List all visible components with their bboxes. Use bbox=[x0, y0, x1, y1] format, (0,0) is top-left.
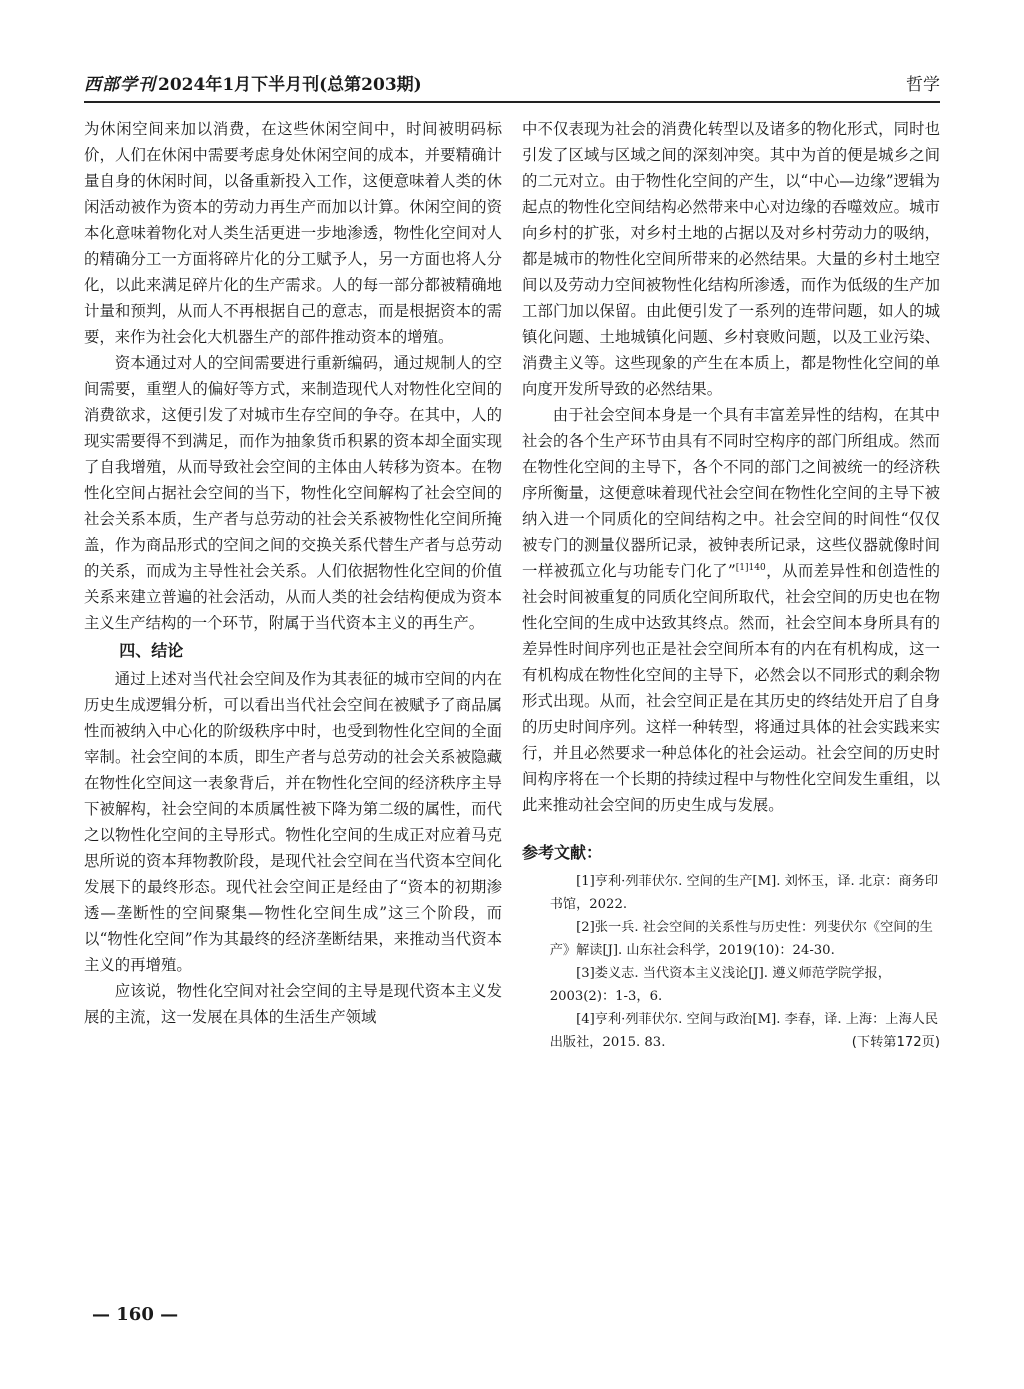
citation: [1]140 bbox=[735, 562, 766, 573]
references-list bbox=[522, 870, 940, 1054]
reference-item: [3]娄义志. 当代资本主义浅论[J]. 遵义师范学院学报，2003(2)：1-3，6. bbox=[549, 966, 891, 1004]
paragraph: 资本通过对人的空间需要进行重新编码，通过规制人的空间需要，重塑人的偏好等方式，来制造现代人对物性化空间的消费欲求，这便引发了对城市生存空间的争夺。在其中，人的现实需要得不到满足，而作为抽象货币积累的资本却全面实现了自我增殖，从而导致社会空间的主体由人转移为资本。在物性化空间占据社会空间的当下，物性化空间解构了社会空间的社会关系本质，生产者与总劳动的社会关系被物性化空间所掩盖，作为商品形式的空间之间的交换关系代替生产者与总劳动的关系，而成为主导性社会关系。人们依据物性化空间的价值关系来建立普遍的社会活动，从而人类的社会结构便成为资本主义生产结构的一个环节，附属于当代资本主义的再生产。 bbox=[84, 354, 502, 632]
paragraph: 应该说，物性化空间对社会空间的主导是现代资本主义发展的主流，这一发展在具体的生活生产领域 bbox=[84, 982, 502, 1026]
left-column bbox=[84, 116, 502, 1030]
paragraph: 为休闲空间来加以消费，在这些休闲空间中，时间被明码标价，人们在休闲中需要考虑身处休闲空间的成本，并要精确计量自身的休闲时间，以备重新投入工作，这便意味着人类的休闲活动被作为资本的劳动力再生产而加以计算。休闲空间的资本化意味着物化对人类生活更进一步地渗透，物性化空间对人的精确分工一方面将碎片化的分工赋予人，另一方面也将人分化，以此来满足碎片化的生产需求。人的每一部分都被精确地计量和预判，从而人不再根据自己的意志，而是根据资本的需要，来作为社会化大机器生产的部件推动资本的增殖。 bbox=[84, 120, 502, 346]
paragraph-text: ，从而差异性和创造性的社会时间被重复的同质化空间所取代，社会空间的历史也在物性化空间的生成中达致其终点。然而，社会空间本身所具有的差异性时间序列也正是社会空间所本有的内在有机构成，这一有机构成在物性化空间的主导下，必然会以不同形式的剩余物形式出现。从而，社会空间正是在其历史的终结处开启了自身的历史时间序列。这样一种转型，将通过具体的社会实践来实行，并且必然要求一种总体化的社会运动。社会空间的历史时间构序将在一个长期的持续过程中与物性化空间发生重组，以此来推动社会空间的历史生成与发展。 bbox=[522, 562, 940, 814]
journal-issue bbox=[84, 70, 422, 95]
continued-note: (下转第172页) bbox=[851, 1035, 940, 1050]
reference-item: [2]张一兵. 社会空间的关系性与历史性：列斐伏尔《空间的生产》解读[J]. 山东社会科学，2019(10)：24-30. bbox=[549, 920, 933, 958]
section-label: 哲学 bbox=[906, 75, 940, 95]
page-number: — 160 — bbox=[92, 1304, 179, 1325]
paragraph-text: 由于社会空间本身是一个具有丰富差异性的结构，在其中社会的各个生产环节由具有不同时空构序的部门所组成。然而在物性化空间的主导下，各个不同的部门之间被统一的经济秩序所衡量，这便意味着现代社会空间在物性化空间的主导下被纳入进一个同质化的空间结构之中。社会空间的时间性“仅仅被专门的测量仪器所记录，被钟表所记录，这些仪器就像时间一样被孤立化与功能专门化了” bbox=[522, 406, 940, 580]
running-header bbox=[84, 70, 940, 100]
reference-item: [4]亨利·列菲伏尔. 空间与政治[M]. 李春，译. 上海：上海人民出版社，2015. 83. bbox=[549, 1012, 939, 1050]
section-heading: 四、结论 bbox=[119, 641, 184, 660]
header-rule bbox=[84, 101, 940, 103]
paragraph: 中不仅表现为社会的消费化转型以及诸多的物化形式，同时也引发了区域与区域之间的深刻冲突。其中为首的便是城乡之间的二元对立。由于物性化空间的产生，以“中心—边缘”逻辑为起点的物性化空间结构必然带来中心对边缘的吞噬效应。城市向乡村的扩张，对乡村土地的占据以及对乡村劳动力的吸纳，都是城市的物性化空间所带来的必然结果。大量的乡村土地空间以及劳动力空间被物性化结构所渗透，而作为低级的生产加工部门加以保留。由此便引发了一系列的连带问题，如人的城镇化问题、土地城镇化问题、乡村衰败问题，以及工业污染、消费主义等。这些现象的产生在本质上，都是物性化空间的单向度开发所导致的必然结果。 bbox=[522, 120, 940, 398]
issue-label: 2024年1月下半月刊(总第203期) bbox=[158, 75, 422, 95]
paragraph: 通过上述对当代社会空间及作为其表征的城市空间的内在历史生成逻辑分析，可以看出当代社会空间在被赋予了商品属性而被纳入中心化的阶级秩序中时，也受到物性化空间的全面宰制。社会空间的本质，即生产者与总劳动的社会关系被隐藏在物性化空间这一表象背后，并在物性化空间的经济秩序主导下被解构，社会空间的本质属性被下降为第二级的属性，而代之以物性化空间的主导形式。物性化空间的生成正对应着马克思所说的资本拜物教阶段，是现代社会空间在当代资本空间化发展下的最终形态。现代社会空间正是经由了“资本的初期渗透—垄断性的空间聚集—物性化空间生成”这三个阶段，而以“物性化空间”作为其最终的经济垄断结果，来推动当代资本主义的再增殖。 bbox=[84, 670, 502, 974]
journal-logo: 西部学刊 bbox=[84, 75, 156, 95]
paragraph bbox=[522, 402, 940, 818]
references-title: 参考文献： bbox=[522, 843, 603, 862]
reference-item: [1]亨利·列菲伏尔. 空间的生产[M]. 刘怀玉，译. 北京：商务印书馆，2022. bbox=[549, 874, 939, 912]
right-column bbox=[522, 116, 940, 1054]
